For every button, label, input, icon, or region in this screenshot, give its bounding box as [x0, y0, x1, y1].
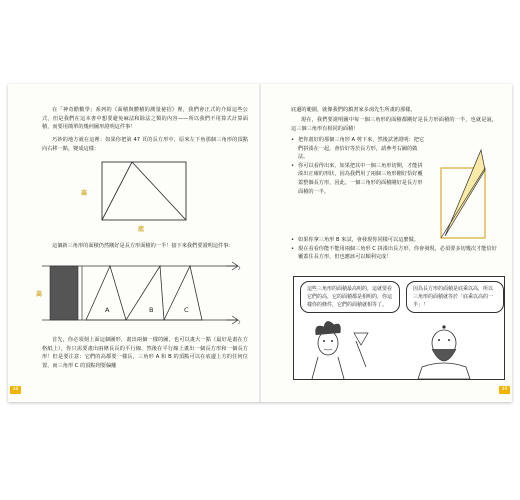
triangle-a-label: A	[105, 306, 110, 314]
page-number-right: 49	[499, 386, 510, 394]
left-para-3: 這個新三角形的面積仍然剛好是長方形面積的一半！接下來我們要證明這件事：	[52, 243, 234, 249]
page-number-left: 48	[10, 386, 21, 394]
list-item: • 把你畫好的那個三角形 A 剪下來，然後試著證明：把它們拼湊在一起，會恰好等於長方形，請參考右圖的做法。	[291, 136, 427, 162]
list-item: • 現在看看你能不能用兩個三角形 C 拼湊出長方形，你會發現，必須要多切幾次才能恰好覆蓋住長方形，但也應該可以順利完成！	[291, 245, 497, 262]
list-item: • 你可以看得出來，如果把其中一個三角形切開，才能拼湊出正確的形狀，因為我們用了兩個三角形剛好恰好覆蓋整個長方形，因此，一個三角形的面積剛好是長方形面積的一半。	[291, 162, 427, 196]
left-para-1: 在「神奇酷數學」系列的《面積與體積的測量祕招》裡，我們會正式的介紹這些公式，但是我們在這本書中想要避免麻法和除法之類的內容——所以我們不用算式計算面積，而要用簡單的幾何圖形證明這件事！	[42, 107, 248, 131]
height-label-2: 高	[36, 291, 43, 298]
left-para-4: 首先，你必須刻上面這個圖形，畫出兩個一樣的圖，也可以畫大一點（最好是畫在方格紙上），你只需要畫出兩條長長的平行線，然後在平行線上畫出一個長方形和一個長方形！但是要注意：它們的高都要一樣長，三角形 A 和 B 的頂點可以在底邊上方的任何位置，而三角形 C 的頂點則要偏離	[42, 337, 248, 369]
right-page	[261, 84, 512, 402]
triangle-c-label: C	[184, 306, 189, 314]
triangles-abc-figure	[42, 262, 248, 328]
rectangle-triangle-figure	[88, 156, 198, 232]
height-label: 高	[81, 190, 88, 197]
comic-panel	[293, 276, 505, 380]
speech-bubble-left: 這些三角形的面積最高明的，這就要看它們的高，它的面積都是相明的，你這樣你的條件，它們的面積就相等了。	[300, 281, 400, 313]
triangle-b-label: B	[149, 306, 154, 314]
list-item: • 如果你拿三角形 B 來試，會發現你同樣可以這麼做。	[291, 236, 497, 245]
left-page	[8, 84, 259, 402]
right-para-2: 現在，我們要證明圖中每一個三角形的面積都剛好是長方形面積的一半，也就是說，這三個三角形有相同的面積！	[291, 117, 497, 132]
left-para-2: 巧妙的地方就在這裡：如果你把第 47 頁的長方形中，原來左下角那個三角形的頂點向右移一點，變成這樣：	[42, 137, 248, 152]
right-para-1: 底邊的範圍，就像我們的鎮書家多湯先生所畫的那樣。	[291, 107, 416, 113]
character-drawing	[294, 277, 504, 379]
cut-rectangle-figure	[437, 144, 491, 240]
base-label: 底	[138, 226, 145, 233]
steps-list	[291, 136, 427, 196]
speech-bubble-right: 因為長方形的面積是底乘以高，所以三角形的面積就等於「底乘以高的一半」！	[406, 281, 504, 313]
book-gutter	[259, 84, 261, 402]
